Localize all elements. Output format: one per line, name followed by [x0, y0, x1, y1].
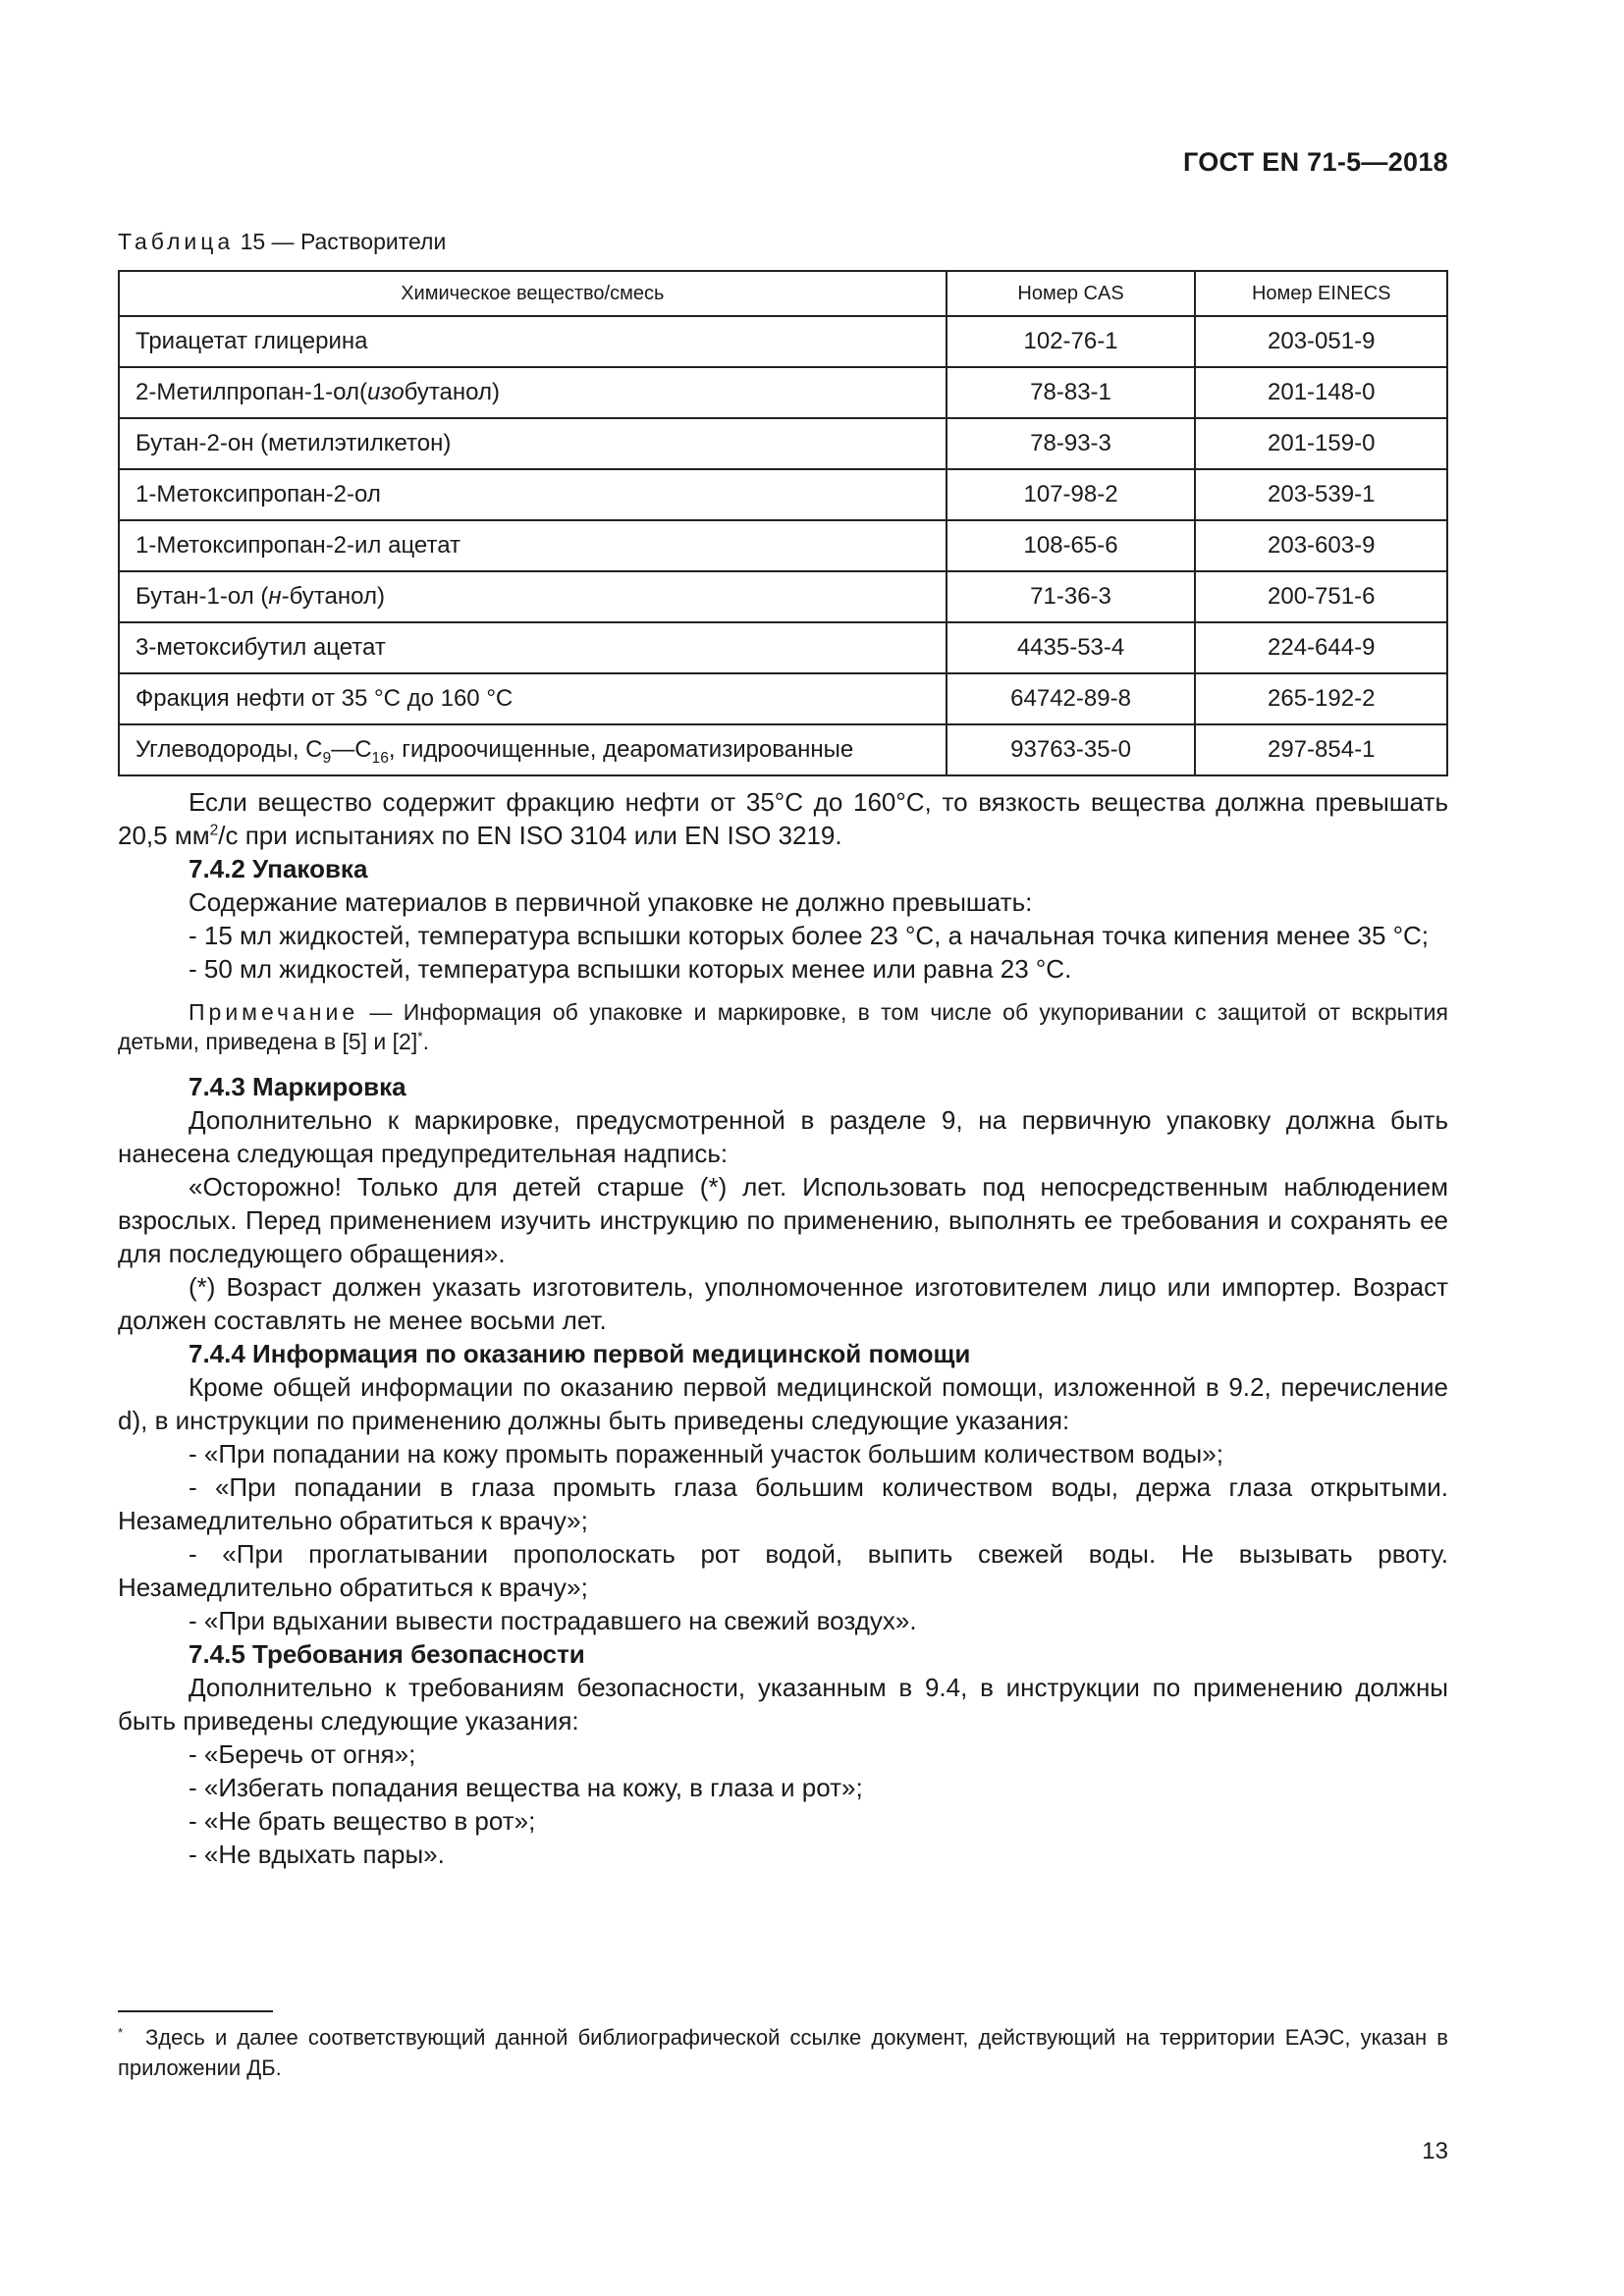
paragraph: Дополнительно к требованиям безопасности, указанным в 9.4, в инструкции по применению должны быть приведены следующие указания:	[118, 1673, 1448, 1735]
table-row	[119, 316, 1447, 367]
column-header-substance: Химическое вещество/смесь	[119, 271, 947, 316]
table-row	[119, 622, 1447, 673]
list-item: - «Не вдыхать пары».	[189, 1840, 445, 1869]
footnote-ref: *	[417, 1029, 423, 1044]
note-paragraph	[118, 997, 1448, 1056]
paragraph: (*) Возраст должен указать изготовитель, уполномоченное изготовителем лицо или импортер. Возраст должен составлять не менее восьми лет.	[118, 1272, 1448, 1335]
table-row	[119, 367, 1447, 418]
footnote-text: Здесь и далее соответствующий данной библиографической ссылке документ, действующий на территории ЕАЭС, указан в приложении ДБ.	[118, 2025, 1448, 2080]
cas-number: 78-93-3	[947, 418, 1196, 469]
einecs-number: 203-603-9	[1195, 520, 1447, 571]
table-caption-label: Таблица	[118, 229, 235, 254]
list-item: - «Не брать вещество в рот»;	[189, 1806, 536, 1836]
section-heading-7-4-3: 7.4.3 Маркировка	[189, 1072, 406, 1101]
note-label: Примечание	[189, 999, 359, 1025]
substance-name-italic: н	[268, 583, 282, 610]
einecs-number: 297-854-1	[1195, 724, 1447, 775]
substance-name-italic: изо	[367, 379, 405, 405]
page-number: 13	[1422, 2138, 1448, 2164]
column-header-einecs: Номер EINECS	[1195, 271, 1447, 316]
table-row	[119, 520, 1447, 571]
table-row	[119, 469, 1447, 520]
text-part: Если вещество содержит фракцию нефти от 35°С до 160°С, то вязкость вещества должна превышать 20,5 мм	[118, 787, 1448, 850]
substance-name	[119, 724, 947, 775]
solvents-table	[118, 270, 1448, 776]
section-heading-7-4-5: 7.4.5 Требования безопасности	[189, 1639, 585, 1669]
substance-name: 1-Метоксипропан-2-ил ацетат	[119, 520, 947, 571]
substance-name: Триацетат глицерина	[119, 316, 947, 367]
superscript: 2	[209, 822, 219, 839]
cas-number: 4435-53-4	[947, 622, 1196, 673]
einecs-number: 200-751-6	[1195, 571, 1447, 622]
einecs-number: 203-539-1	[1195, 469, 1447, 520]
substance-name: Бутан-2-он (метилэтилкетон)	[119, 418, 947, 469]
cas-number: 93763-35-0	[947, 724, 1196, 775]
substance-name-part: -бутанол)	[281, 583, 385, 610]
cas-number: 108-65-6	[947, 520, 1196, 571]
table-header-row	[119, 271, 1447, 316]
list-item: - «При проглатывании прополоскать рот водой, выпить свежей воды. Не вызывать рвоту. Незамедлительно обратиться к врачу»;	[118, 1539, 1448, 1602]
table-row	[119, 724, 1447, 775]
substance-name	[119, 367, 947, 418]
cas-number: 78-83-1	[947, 367, 1196, 418]
table-caption	[118, 229, 446, 255]
einecs-number: 265-192-2	[1195, 673, 1447, 724]
text-part: .	[422, 1029, 429, 1054]
list-item: - 15 мл жидкостей, температура вспышки которых более 23 °С, а начальная точка кипения менее 35 °С;	[189, 921, 1430, 950]
substance-name-part: Углеводороды, С	[135, 736, 323, 763]
section-heading-7-4-4: 7.4.4 Информация по оказанию первой медицинской помощи	[189, 1339, 971, 1368]
substance-name-part: бутанол)	[404, 379, 500, 405]
footnote-divider	[118, 2010, 273, 2012]
paragraph: Дополнительно к маркировке, предусмотренной в разделе 9, на первичную упаковку должна быть нанесена следующая предупредительная надпись:	[118, 1105, 1448, 1168]
list-item: - «При попадании в глаза промыть глаза большим количеством воды, держа глаза открытыми. Незамедлительно обратиться к врачу»;	[118, 1472, 1448, 1535]
paragraph: Содержание материалов в первичной упаковке не должно превышать:	[189, 887, 1033, 917]
list-item: - «Беречь от огня»;	[189, 1739, 416, 1769]
einecs-number: 201-159-0	[1195, 418, 1447, 469]
substance-name: Фракция нефти от 35 °С до 160 °С	[119, 673, 947, 724]
substance-name: 1-Метоксипропан-2-ол	[119, 469, 947, 520]
subscript: 9	[322, 749, 332, 767]
footnote: * Здесь и далее соответствующий данной библиографической ссылке документ, действующий на территории ЕАЭС, указан в приложении ДБ.	[118, 2024, 1448, 2080]
list-item: - «При попадании на кожу промыть пораженный участок большим количеством воды»;	[189, 1439, 1223, 1468]
note-text: — Информация об упаковке и маркировке, в том числе об укупоривании с защитой от вскрытия детьми, приведена в [5] и [2]	[118, 999, 1448, 1054]
substance-name-part: —С	[331, 736, 372, 763]
einecs-number: 224-644-9	[1195, 622, 1447, 673]
section-heading-7-4-2: 7.4.2 Упаковка	[189, 854, 368, 883]
substance-name-part: , гидроочищенные, деароматизированные	[388, 736, 854, 763]
list-item: - «При вдыхании вывести пострадавшего на свежий воздух».	[189, 1606, 917, 1635]
substance-name	[119, 571, 947, 622]
document-id-header: ГОСТ EN 71-5—2018	[1183, 147, 1448, 177]
substance-name: 3-метоксибутил ацетат	[119, 622, 947, 673]
einecs-number: 201-148-0	[1195, 367, 1447, 418]
column-header-cas: Номер CAS	[947, 271, 1196, 316]
list-item: - 50 мл жидкостей, температура вспышки которых менее или равна 23 °С.	[189, 954, 1072, 984]
table-caption-title: 15 — Растворители	[240, 229, 447, 254]
body-text	[118, 785, 1448, 1871]
table-row	[119, 673, 1447, 724]
cas-number: 107-98-2	[947, 469, 1196, 520]
cas-number: 64742-89-8	[947, 673, 1196, 724]
paragraph: Кроме общей информации по оказанию первой медицинской помощи, изложенной в 9.2, перечисление d), в инструкции по применению должны быть приведены следующие указания:	[118, 1372, 1448, 1435]
cas-number: 71-36-3	[947, 571, 1196, 622]
substance-name-part: Бутан-1-ол (	[135, 583, 269, 610]
substance-name-part: 2-Метилпропан-1-ол(	[135, 379, 367, 405]
cas-number: 102-76-1	[947, 316, 1196, 367]
list-item: - «Избегать попадания вещества на кожу, в глаза и рот»;	[189, 1773, 863, 1802]
viscosity-paragraph	[118, 785, 1448, 852]
text-part: /с при испытаниях по EN ISO 3104 или EN ISO 3219.	[218, 821, 842, 850]
table-row	[119, 418, 1447, 469]
einecs-number: 203-051-9	[1195, 316, 1447, 367]
subscript: 16	[371, 749, 389, 767]
paragraph: «Осторожно! Только для детей старше (*) лет. Использовать под непосредственным наблюдением взрослых. Перед применением изучить инструкцию по применению, выполнять ее требования и сохранять ее для последующего обращения».	[118, 1172, 1448, 1268]
table-row	[119, 571, 1447, 622]
